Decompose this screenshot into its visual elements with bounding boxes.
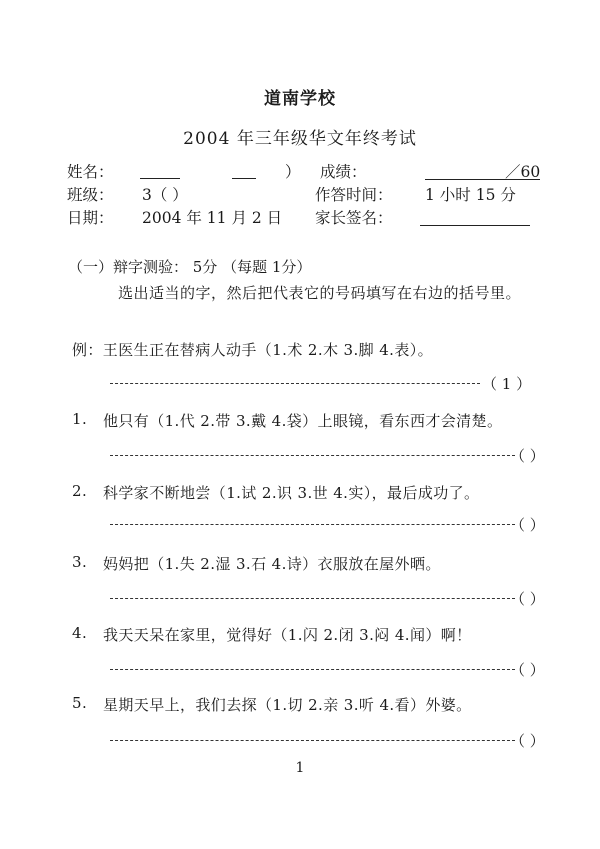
answer-line xyxy=(110,455,515,456)
score-label: 成绩： xyxy=(320,163,367,181)
question-text: 我天天呆在家里，觉得好（1.闪 2.闭 3.闷 4.闻）啊！ xyxy=(103,626,472,644)
question-text: 妈妈把（1.失 2.湿 3.石 4.诗）衣服放在屋外晒。 xyxy=(103,555,441,573)
school-name: 道南学校 xyxy=(264,89,336,109)
parent-signature-label: 家长签名： xyxy=(315,209,393,227)
parent-signature-blank xyxy=(420,225,530,226)
question-number: 1. xyxy=(72,410,88,428)
question-number: 3. xyxy=(72,553,88,571)
name-label: 姓名： xyxy=(67,163,114,181)
time-value: 1 小时 15 分 xyxy=(425,186,516,204)
example-answer: （ 1 ） xyxy=(482,375,532,393)
answer-parens: （ ） xyxy=(510,661,545,679)
name-blank-1 xyxy=(140,178,180,179)
answer-parens: （ ） xyxy=(510,516,545,534)
answer-line xyxy=(110,524,515,525)
question-text: 星期天早上，我们去探（1.切 2.亲 3.听 4.看）外婆。 xyxy=(103,696,472,714)
section-instruction: 选出适当的字，然后把代表它的号码填写在右边的括号里。 xyxy=(118,284,522,302)
answer-line xyxy=(110,669,515,670)
question-text: 科学家不断地尝（1.试 2.识 3.世 4.实），最后成功了。 xyxy=(103,484,480,502)
answer-line xyxy=(110,383,480,384)
answer-line xyxy=(110,598,515,599)
answer-parens: （ ） xyxy=(510,590,545,608)
exam-title: 2004 年三年级华文年终考试 xyxy=(183,129,417,149)
question-text: 他只有（1.代 2.带 3.戴 4.袋）上眼镜，看东西才会清楚。 xyxy=(103,412,503,430)
name-blank-2 xyxy=(232,178,256,179)
example-text: 例：王医生正在替病人动手（1.术 2.木 3.脚 4.表）。 xyxy=(72,341,434,359)
class-label: 班级： xyxy=(67,186,114,204)
date-label: 日期： xyxy=(67,209,114,227)
class-value: 3（ ） xyxy=(142,186,188,204)
time-label: 作答时间： xyxy=(315,186,393,204)
section-title: （一）辩字测验： 5分 （每题 1分） xyxy=(68,258,312,276)
date-value: 2004 年 11 月 2 日 xyxy=(142,209,283,227)
answer-parens: （ ） xyxy=(510,447,545,465)
question-number: 4. xyxy=(72,624,88,642)
name-paren: ） xyxy=(285,163,301,181)
answer-line xyxy=(110,740,515,741)
question-number: 2. xyxy=(72,482,88,500)
question-number: 5. xyxy=(72,694,88,712)
answer-parens: （ ） xyxy=(510,732,545,750)
page-number: 1 xyxy=(295,760,305,776)
score-value: ／60 xyxy=(505,163,541,181)
